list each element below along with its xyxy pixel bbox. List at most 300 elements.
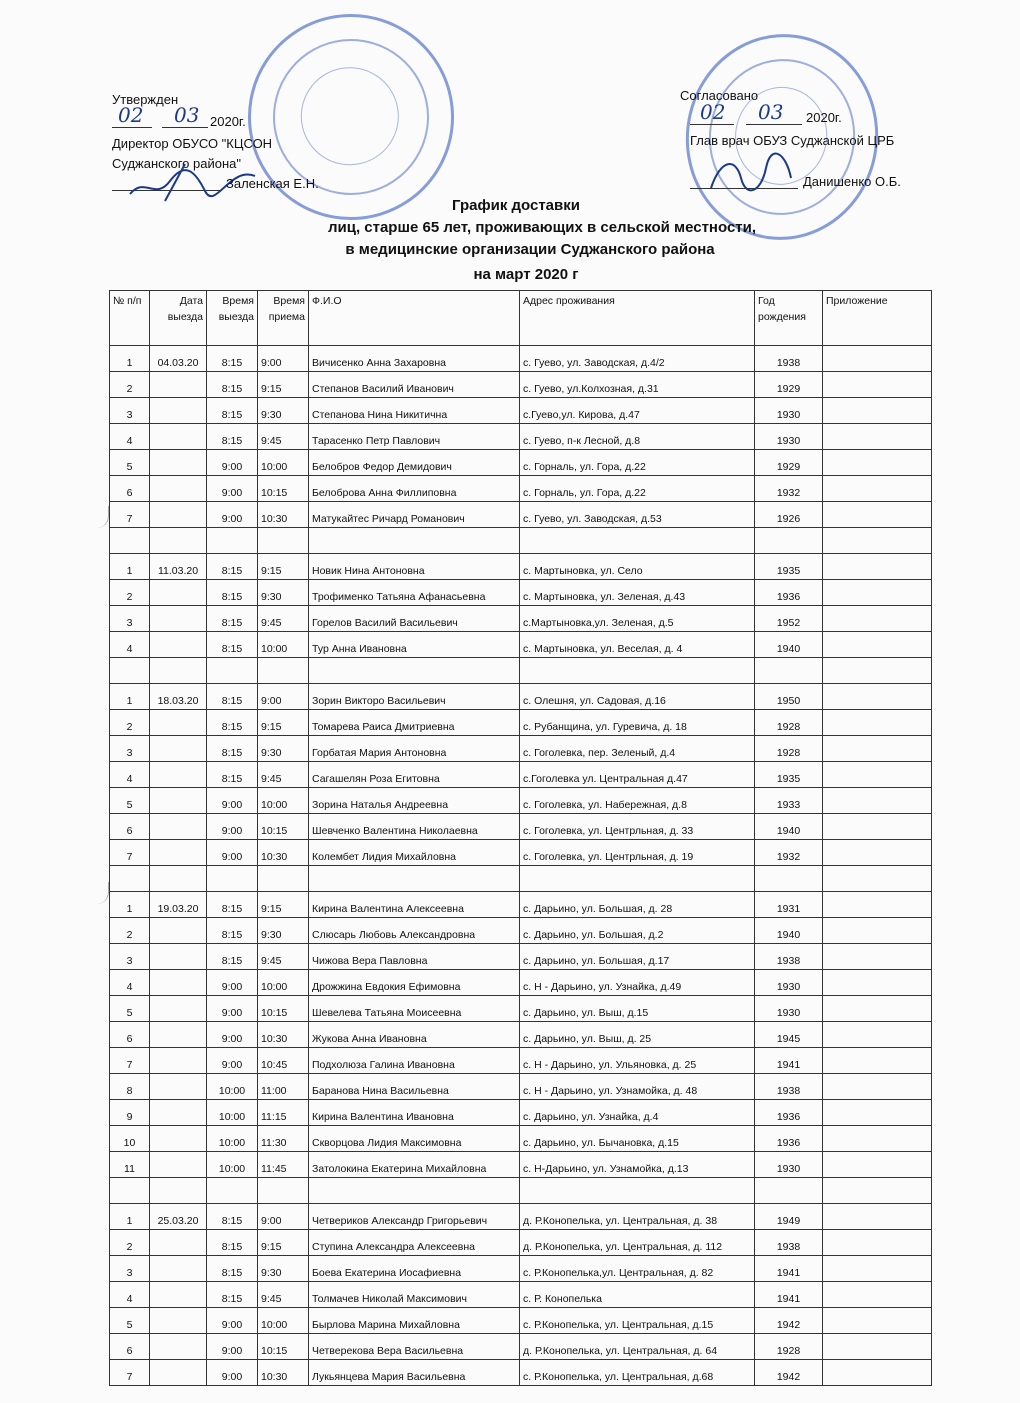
title-line4: на март 2020 г xyxy=(473,266,579,283)
cell-departure-time xyxy=(207,866,258,892)
cell-person-name xyxy=(309,528,520,554)
cell-person-name: Слюсарь Любовь Александровна xyxy=(309,918,520,944)
cell-attachment xyxy=(823,1100,932,1126)
cell-person-name: Вичисенко Анна Захаровна xyxy=(309,346,520,372)
cell-address: с. Горналь, ул. Гора, д.22 xyxy=(520,450,755,476)
cell-birth-year: 1941 xyxy=(755,1282,823,1308)
title-line1: График доставки xyxy=(452,197,580,214)
cell-person-name: Ступина Александра Алексеевна xyxy=(309,1230,520,1256)
cell-departure-date: 04.03.20 xyxy=(150,346,207,372)
table-row xyxy=(110,424,932,450)
cell-address: с. Мартыновка, ул. Веселая, д. 4 xyxy=(520,632,755,658)
cell-departure-time xyxy=(207,528,258,554)
cell-departure-date xyxy=(150,1334,207,1360)
cell-departure-date xyxy=(150,1360,207,1386)
cell-row-number xyxy=(110,528,150,554)
table-row xyxy=(110,554,932,580)
cell-birth-year: 1940 xyxy=(755,814,823,840)
agreed-label: Согласовано xyxy=(680,88,759,103)
cell-reception-time xyxy=(258,866,309,892)
cell-attachment xyxy=(823,1126,932,1152)
cell-departure-date: 19.03.20 xyxy=(150,892,207,918)
table-row xyxy=(110,684,932,710)
cell-attachment xyxy=(823,1152,932,1178)
cell-departure-date xyxy=(150,1152,207,1178)
cell-person-name: Горелов Василий Васильевич xyxy=(309,606,520,632)
cell-row-number: 2 xyxy=(110,372,150,398)
agreed-name: Данишенко О.Б. xyxy=(803,174,901,189)
cell-reception-time: 10:15 xyxy=(258,996,309,1022)
agreed-day: 02 xyxy=(700,100,726,124)
approved-name: Заленская Е.Н. xyxy=(226,176,319,191)
cell-address: с. Дарьино, ул. Большая, д.17 xyxy=(520,944,755,970)
cell-address: с. Н-Дарьино, ул. Узнамойка, д.13 xyxy=(520,1152,755,1178)
table-row xyxy=(110,1022,932,1048)
approved-year: 2020г. xyxy=(210,114,246,129)
table-row xyxy=(110,866,932,892)
table-row xyxy=(110,528,932,554)
cell-departure-time: 9:00 xyxy=(207,996,258,1022)
cell-departure-date xyxy=(150,970,207,996)
cell-attachment xyxy=(823,632,932,658)
table-row xyxy=(110,632,932,658)
cell-birth-year: 1931 xyxy=(755,892,823,918)
cell-attachment xyxy=(823,476,932,502)
agreed-month: 03 xyxy=(758,100,784,124)
cell-row-number: 6 xyxy=(110,476,150,502)
cell-attachment xyxy=(823,788,932,814)
cell-reception-time: 9:15 xyxy=(258,372,309,398)
cell-row-number: 5 xyxy=(110,996,150,1022)
cell-person-name: Скворцова Лидия Максимовна xyxy=(309,1126,520,1152)
cell-reception-time xyxy=(258,1178,309,1204)
cell-attachment xyxy=(823,840,932,866)
cell-departure-date xyxy=(150,762,207,788)
cell-row-number: 4 xyxy=(110,762,150,788)
cell-birth-year: 1930 xyxy=(755,398,823,424)
cell-birth-year: 1936 xyxy=(755,1126,823,1152)
cell-row-number: 3 xyxy=(110,944,150,970)
cell-address: с.Гуево,ул. Кирова, д.47 xyxy=(520,398,755,424)
approved-month-line xyxy=(162,127,208,128)
cell-reception-time: 10:00 xyxy=(258,450,309,476)
punch-mark-lower xyxy=(86,882,109,904)
cell-address: с. Дарьино, ул. Большая, д. 28 xyxy=(520,892,755,918)
cell-attachment xyxy=(823,814,932,840)
cell-address: с. Р.Конопелька,ул. Центральная, д. 82 xyxy=(520,1256,755,1282)
cell-address: с. Н - Дарьино, ул. Узнамойка, д. 48 xyxy=(520,1074,755,1100)
cell-birth-year xyxy=(755,866,823,892)
cell-person-name: Белоброва Анна Филлиповна xyxy=(309,476,520,502)
cell-attachment xyxy=(823,580,932,606)
cell-attachment xyxy=(823,1022,932,1048)
cell-birth-year: 1933 xyxy=(755,788,823,814)
cell-reception-time: 9:15 xyxy=(258,710,309,736)
cell-address: с. Дарьино, ул. Выш, д.15 xyxy=(520,996,755,1022)
cell-departure-time: 10:00 xyxy=(207,1074,258,1100)
cell-row-number: 5 xyxy=(110,1308,150,1334)
cell-departure-date xyxy=(150,1100,207,1126)
cell-person-name: Боева Екатерина Иосафиевна xyxy=(309,1256,520,1282)
cell-departure-time: 9:00 xyxy=(207,788,258,814)
table-row xyxy=(110,1178,932,1204)
cell-row-number: 3 xyxy=(110,1256,150,1282)
table-row xyxy=(110,1204,932,1230)
cell-attachment xyxy=(823,1308,932,1334)
cell-row-number: 3 xyxy=(110,606,150,632)
header-departure: Время выезда xyxy=(207,291,258,346)
cell-row-number: 7 xyxy=(110,840,150,866)
cell-departure-date: 11.03.20 xyxy=(150,554,207,580)
cell-address: с. Олешня, ул. Садовая, д.16 xyxy=(520,684,755,710)
cell-person-name: Четверекова Вера Васильевна xyxy=(309,1334,520,1360)
cell-reception-time: 10:30 xyxy=(258,840,309,866)
cell-departure-date xyxy=(150,424,207,450)
header-birth-year: Год рождения xyxy=(755,291,823,346)
cell-birth-year: 1942 xyxy=(755,1360,823,1386)
cell-birth-year xyxy=(755,1178,823,1204)
cell-row-number: 4 xyxy=(110,632,150,658)
table-row xyxy=(110,450,932,476)
cell-attachment xyxy=(823,1334,932,1360)
cell-reception-time: 9:15 xyxy=(258,554,309,580)
cell-row-number: 7 xyxy=(110,502,150,528)
cell-address: с. Н - Дарьино, ул. Ульяновка, д. 25 xyxy=(520,1048,755,1074)
cell-reception-time: 10:15 xyxy=(258,476,309,502)
table-row xyxy=(110,658,932,684)
header-num: № п/п xyxy=(110,291,150,346)
cell-birth-year: 1938 xyxy=(755,346,823,372)
table-row xyxy=(110,1074,932,1100)
cell-person-name: Степанов Василий Иванович xyxy=(309,372,520,398)
cell-row-number: 1 xyxy=(110,554,150,580)
cell-address: д. Р.Конопелька, ул. Центральная, д. 64 xyxy=(520,1334,755,1360)
cell-person-name: Тур Анна Ивановна xyxy=(309,632,520,658)
cell-departure-time: 8:15 xyxy=(207,892,258,918)
cell-attachment xyxy=(823,424,932,450)
cell-address: с.Мартыновка,ул. Зеленая, д.5 xyxy=(520,606,755,632)
cell-attachment xyxy=(823,970,932,996)
table-row xyxy=(110,1308,932,1334)
table-row xyxy=(110,580,932,606)
cell-attachment xyxy=(823,892,932,918)
cell-departure-time: 10:00 xyxy=(207,1126,258,1152)
cell-address: с. Гуево, ул. Заводская, д.4/2 xyxy=(520,346,755,372)
cell-reception-time: 9:15 xyxy=(258,892,309,918)
cell-address: с. Гоголевка, ул. Центрльная, д. 33 xyxy=(520,814,755,840)
cell-departure-date xyxy=(150,1308,207,1334)
cell-row-number: 5 xyxy=(110,450,150,476)
cell-departure-time: 8:15 xyxy=(207,580,258,606)
approved-label: Утвержден xyxy=(112,92,179,107)
cell-departure-time xyxy=(207,1178,258,1204)
cell-departure-time: 9:00 xyxy=(207,1360,258,1386)
cell-person-name: Шевченко Валентина Николаевна xyxy=(309,814,520,840)
cell-birth-year: 1930 xyxy=(755,1152,823,1178)
table-row xyxy=(110,606,932,632)
cell-reception-time: 10:00 xyxy=(258,632,309,658)
cell-attachment xyxy=(823,1230,932,1256)
cell-person-name xyxy=(309,866,520,892)
cell-birth-year: 1952 xyxy=(755,606,823,632)
table-row xyxy=(110,762,932,788)
cell-attachment xyxy=(823,450,932,476)
table-row xyxy=(110,1334,932,1360)
table-row xyxy=(110,944,932,970)
cell-attachment xyxy=(823,554,932,580)
cell-row-number xyxy=(110,866,150,892)
cell-departure-date xyxy=(150,788,207,814)
punch-mark-upper xyxy=(86,506,109,528)
cell-reception-time: 10:30 xyxy=(258,1360,309,1386)
cell-departure-date: 18.03.20 xyxy=(150,684,207,710)
cell-departure-time: 9:00 xyxy=(207,814,258,840)
cell-birth-year: 1938 xyxy=(755,944,823,970)
cell-departure-time: 8:15 xyxy=(207,918,258,944)
cell-departure-time: 9:00 xyxy=(207,1308,258,1334)
cell-attachment xyxy=(823,528,932,554)
cell-departure-date xyxy=(150,658,207,684)
cell-attachment xyxy=(823,918,932,944)
cell-person-name: Новик Нина Антоновна xyxy=(309,554,520,580)
cell-row-number: 3 xyxy=(110,398,150,424)
cell-departure-date xyxy=(150,814,207,840)
title-line2: лиц, старше 65 лет, проживающих в сельской местности, xyxy=(327,219,757,236)
cell-row-number: 6 xyxy=(110,814,150,840)
cell-departure-date xyxy=(150,918,207,944)
cell-attachment xyxy=(823,658,932,684)
table-row xyxy=(110,1230,932,1256)
cell-departure-date xyxy=(150,632,207,658)
cell-address: с. Дарьино, ул. Узнайка, д.4 xyxy=(520,1100,755,1126)
cell-birth-year: 1950 xyxy=(755,684,823,710)
table-row xyxy=(110,788,932,814)
cell-reception-time: 9:00 xyxy=(258,346,309,372)
cell-birth-year: 1928 xyxy=(755,736,823,762)
cell-address: д. Р.Конопелька, ул. Центральная, д. 112 xyxy=(520,1230,755,1256)
cell-row-number: 10 xyxy=(110,1126,150,1152)
cell-reception-time: 9:45 xyxy=(258,1282,309,1308)
agreed-signature xyxy=(706,148,796,198)
cell-attachment xyxy=(823,1178,932,1204)
cell-birth-year: 1938 xyxy=(755,1074,823,1100)
cell-departure-time: 10:00 xyxy=(207,1152,258,1178)
cell-attachment xyxy=(823,502,932,528)
header-attachment: Приложение xyxy=(823,291,932,346)
cell-row-number: 2 xyxy=(110,710,150,736)
cell-departure-time: 8:15 xyxy=(207,1204,258,1230)
cell-reception-time: 9:45 xyxy=(258,606,309,632)
cell-birth-year xyxy=(755,658,823,684)
cell-address: с. Мартыновка, ул. Зеленая, д.43 xyxy=(520,580,755,606)
cell-departure-time: 8:15 xyxy=(207,1282,258,1308)
cell-birth-year: 1930 xyxy=(755,970,823,996)
cell-departure-time: 8:15 xyxy=(207,606,258,632)
cell-departure-date xyxy=(150,606,207,632)
cell-departure-date xyxy=(150,1178,207,1204)
cell-address: д. Р.Конопелька, ул. Центральная, д. 38 xyxy=(520,1204,755,1230)
cell-address: с. Н - Дарьино, ул. Узнайка, д.49 xyxy=(520,970,755,996)
cell-departure-time: 9:00 xyxy=(207,476,258,502)
table-row xyxy=(110,736,932,762)
cell-person-name: Кирина Валентина Алексеевна xyxy=(309,892,520,918)
cell-birth-year: 1929 xyxy=(755,372,823,398)
cell-address: с. Дарьино, ул. Выш, д. 25 xyxy=(520,1022,755,1048)
cell-row-number: 5 xyxy=(110,788,150,814)
cell-attachment xyxy=(823,1048,932,1074)
cell-address: с. Гоголевка, ул. Набережная, д.8 xyxy=(520,788,755,814)
cell-departure-date xyxy=(150,372,207,398)
cell-birth-year: 1938 xyxy=(755,1230,823,1256)
cell-row-number: 4 xyxy=(110,970,150,996)
cell-departure-date xyxy=(150,398,207,424)
table-row xyxy=(110,346,932,372)
cell-birth-year: 1932 xyxy=(755,840,823,866)
cell-address: с. Гоголевка, ул. Центрльная, д. 19 xyxy=(520,840,755,866)
cell-person-name: Матукайтес Ричард Романович xyxy=(309,502,520,528)
cell-reception-time: 9:45 xyxy=(258,944,309,970)
cell-address: с. Рубанщина, ул. Гуревича, д. 18 xyxy=(520,710,755,736)
cell-person-name: Белобров Федор Демидович xyxy=(309,450,520,476)
cell-person-name: Шевелева Татьяна Моисеевна xyxy=(309,996,520,1022)
table-row xyxy=(110,502,932,528)
cell-reception-time: 9:30 xyxy=(258,736,309,762)
cell-address xyxy=(520,658,755,684)
cell-attachment xyxy=(823,372,932,398)
cell-person-name: Зорина Наталья Андреевна xyxy=(309,788,520,814)
cell-address: с. Гуево, ул. Заводская, д.53 xyxy=(520,502,755,528)
cell-departure-time: 8:15 xyxy=(207,632,258,658)
cell-person-name: Чижова Вера Павловна xyxy=(309,944,520,970)
cell-departure-date xyxy=(150,736,207,762)
table-row xyxy=(110,918,932,944)
table-row xyxy=(110,1126,932,1152)
approved-day: 02 xyxy=(118,103,144,127)
cell-reception-time: 11:45 xyxy=(258,1152,309,1178)
cell-person-name: Баранова Нина Васильевна xyxy=(309,1074,520,1100)
cell-address xyxy=(520,528,755,554)
cell-departure-date xyxy=(150,1022,207,1048)
cell-row-number: 1 xyxy=(110,346,150,372)
cell-departure-time: 9:00 xyxy=(207,502,258,528)
cell-reception-time: 9:30 xyxy=(258,398,309,424)
cell-departure-time: 8:15 xyxy=(207,372,258,398)
cell-departure-time: 8:15 xyxy=(207,736,258,762)
cell-departure-date xyxy=(150,1282,207,1308)
cell-departure-date xyxy=(150,1048,207,1074)
cell-person-name: Подхолюза Галина Ивановна xyxy=(309,1048,520,1074)
cell-reception-time xyxy=(258,528,309,554)
table-row xyxy=(110,892,932,918)
agreed-position: Глав врач ОБУЗ Суджанской ЦРБ xyxy=(690,133,895,148)
cell-row-number: 3 xyxy=(110,736,150,762)
cell-departure-time: 8:15 xyxy=(207,1256,258,1282)
cell-attachment xyxy=(823,1074,932,1100)
cell-departure-time: 8:15 xyxy=(207,762,258,788)
cell-address: с. Дарьино, ул. Бычановка, д.15 xyxy=(520,1126,755,1152)
cell-departure-time: 8:15 xyxy=(207,710,258,736)
header-date: Дата выезда xyxy=(150,291,207,346)
cell-attachment xyxy=(823,684,932,710)
cell-birth-year: 1941 xyxy=(755,1256,823,1282)
cell-row-number: 11 xyxy=(110,1152,150,1178)
table-row xyxy=(110,1360,932,1386)
header-reception: Время приема xyxy=(258,291,309,346)
table-body xyxy=(110,346,932,1386)
cell-reception-time: 10:30 xyxy=(258,502,309,528)
cell-departure-date xyxy=(150,866,207,892)
cell-row-number: 6 xyxy=(110,1022,150,1048)
cell-row-number: 7 xyxy=(110,1360,150,1386)
cell-row-number: 2 xyxy=(110,1230,150,1256)
table-header-row xyxy=(110,291,932,346)
cell-reception-time: 9:45 xyxy=(258,424,309,450)
cell-person-name: Горбатая Мария Антоновна xyxy=(309,736,520,762)
cell-reception-time: 9:15 xyxy=(258,1230,309,1256)
cell-row-number: 2 xyxy=(110,918,150,944)
cell-attachment xyxy=(823,736,932,762)
cell-birth-year xyxy=(755,528,823,554)
cell-person-name: Дрожжина Евдокия Ефимовна xyxy=(309,970,520,996)
cell-person-name: Томарева Раиса Дмитриевна xyxy=(309,710,520,736)
cell-departure-date xyxy=(150,528,207,554)
cell-person-name: Кирина Валентина Ивановна xyxy=(309,1100,520,1126)
cell-birth-year: 1926 xyxy=(755,502,823,528)
cell-row-number xyxy=(110,658,150,684)
cell-person-name xyxy=(309,658,520,684)
cell-departure-time: 8:15 xyxy=(207,346,258,372)
cell-departure-date: 25.03.20 xyxy=(150,1204,207,1230)
cell-address: с. Р. Конопелька xyxy=(520,1282,755,1308)
cell-attachment xyxy=(823,944,932,970)
approved-position-line1: Директор ОБУСО "КЦСОН xyxy=(112,136,273,151)
cell-reception-time: 9:30 xyxy=(258,918,309,944)
cell-birth-year: 1936 xyxy=(755,1100,823,1126)
cell-departure-time: 10:00 xyxy=(207,1100,258,1126)
cell-departure-date xyxy=(150,944,207,970)
cell-departure-time: 8:15 xyxy=(207,424,258,450)
cell-address: с. Гуево, п-к Лесной, д.8 xyxy=(520,424,755,450)
cell-birth-year: 1949 xyxy=(755,1204,823,1230)
table-row xyxy=(110,398,932,424)
schedule-table xyxy=(109,290,932,1386)
cell-birth-year: 1940 xyxy=(755,632,823,658)
table-row xyxy=(110,840,932,866)
cell-birth-year: 1936 xyxy=(755,580,823,606)
cell-reception-time: 9:45 xyxy=(258,762,309,788)
cell-address: с. Р.Конопелька, ул. Центральная, д.15 xyxy=(520,1308,755,1334)
cell-person-name: Затолокина Екатерина Михайловна xyxy=(309,1152,520,1178)
cell-attachment xyxy=(823,762,932,788)
cell-row-number: 7 xyxy=(110,1048,150,1074)
cell-birth-year: 1930 xyxy=(755,996,823,1022)
cell-address: с. Гуево, ул.Колхозная, д.31 xyxy=(520,372,755,398)
cell-reception-time: 9:30 xyxy=(258,580,309,606)
title-line3: в медицинские организации Суджанского района xyxy=(345,241,715,258)
cell-reception-time: 9:30 xyxy=(258,1256,309,1282)
cell-departure-date xyxy=(150,580,207,606)
cell-departure-time: 8:15 xyxy=(207,684,258,710)
cell-departure-date xyxy=(150,1074,207,1100)
cell-departure-date xyxy=(150,1230,207,1256)
cell-reception-time: 11:30 xyxy=(258,1126,309,1152)
header-fio: Ф.И.О xyxy=(309,291,520,346)
table-row xyxy=(110,710,932,736)
cell-person-name: Бырлова Марина Михайловна xyxy=(309,1308,520,1334)
cell-person-name: Сагашелян Роза Егитовна xyxy=(309,762,520,788)
table-row xyxy=(110,1256,932,1282)
cell-person-name xyxy=(309,1178,520,1204)
